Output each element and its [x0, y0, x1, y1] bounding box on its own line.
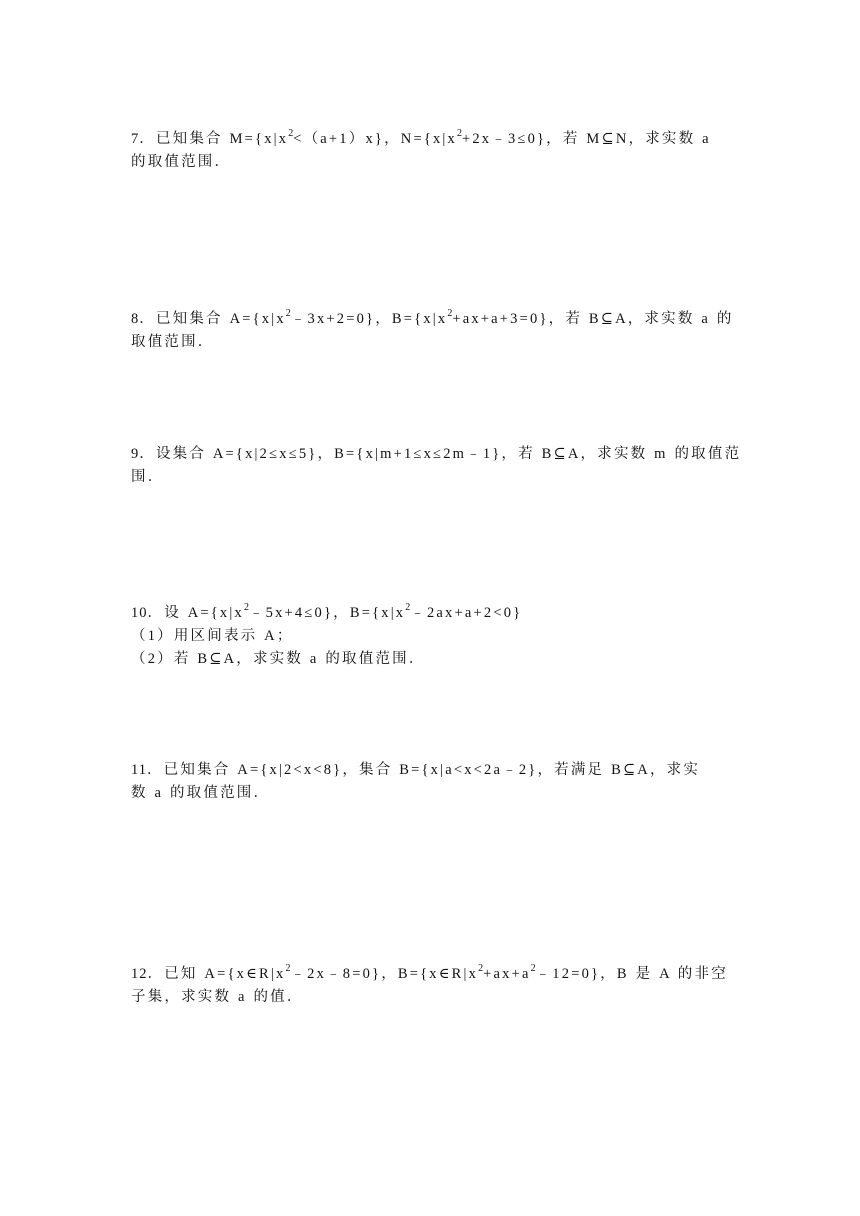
- problem-number: 8: [131, 311, 140, 327]
- problem-text: ﹣3x+2=0}，B={x|x: [290, 311, 448, 327]
- problem-text: ．已知 A={x∈R|x: [147, 966, 286, 982]
- problem-8-line-1: [131, 308, 734, 331]
- superscript: 2: [456, 128, 462, 140]
- superscript: 2: [478, 963, 484, 975]
- problem-12-line-2: 子集，求实数 a 的值．: [131, 989, 304, 1005]
- problem-11-line-1: [131, 759, 731, 782]
- problem-number: 7: [131, 131, 140, 147]
- problem-text: ﹣2x﹣8=0}，B={x∈R|x: [290, 966, 479, 982]
- superscript: 2: [285, 308, 291, 320]
- problem-8-line-2: 取值范围．: [131, 334, 215, 350]
- problem-text: ．设 A={x|x: [147, 605, 244, 621]
- problem-10-line-1: [131, 602, 731, 625]
- problem-9-line-1: [131, 443, 742, 466]
- problem-12: [131, 963, 731, 1009]
- problem-text: +ax+a: [483, 966, 531, 982]
- problem-12-line-1: [131, 963, 731, 986]
- superscript: 2: [530, 963, 536, 975]
- problem-text: ﹣5x+4≤0}，B={x|x: [248, 605, 406, 621]
- problem-11: [131, 759, 731, 805]
- superscript: 2: [447, 308, 453, 320]
- problem-text: ．已知集合 M={x|x: [139, 131, 289, 147]
- superscript: 2: [288, 128, 294, 140]
- problem-number: 10: [131, 605, 148, 621]
- problem-text: ﹣2ax+a+2<0}: [410, 605, 523, 621]
- problem-text: ．设集合 A={x|2≤x≤5}，B={x|m+1≤x≤2m﹣1}，若 B⊆A，求实数 m 的取值范: [139, 446, 742, 462]
- problem-text: ．已知集合 A={x|x: [139, 311, 286, 327]
- problem-number: 12: [131, 966, 148, 982]
- problem-7: [131, 128, 731, 174]
- problem-9-line-2: 围．: [131, 469, 165, 485]
- problem-9: [131, 443, 742, 489]
- problem-8: [131, 308, 734, 354]
- problem-text: +2x﹣3≤0}，若 M⊆N，求实数 a: [461, 131, 711, 147]
- superscript: 2: [243, 602, 249, 614]
- problem-7-line-2: 的取值范围．: [131, 154, 232, 170]
- problem-10: [131, 602, 731, 671]
- problem-text: ﹣12=0}，B 是 A 的非空: [535, 966, 728, 982]
- problem-number: 9: [131, 446, 140, 462]
- superscript: 2: [285, 963, 291, 975]
- problem-10-part-1: （1）用区间表示 A；: [131, 628, 294, 644]
- problem-7-line-1: [131, 128, 731, 151]
- problem-10-part-2: （2）若 B⊆A，求实数 a 的取值范围．: [131, 651, 426, 667]
- problem-text: ．已知集合 A={x|2<x<8}，集合 B={x|a<x<2a﹣2}，若满足 B⊆A，求实: [146, 762, 701, 778]
- superscript: 2: [405, 602, 411, 614]
- problem-text: <（a+1）x}，N={x|x: [293, 131, 457, 147]
- problem-number: 11: [131, 762, 147, 778]
- problem-11-line-2: 数 a 的取值范围．: [131, 785, 271, 801]
- problem-text: +ax+a+3=0}，若 B⊆A，求实数 a 的: [452, 311, 734, 327]
